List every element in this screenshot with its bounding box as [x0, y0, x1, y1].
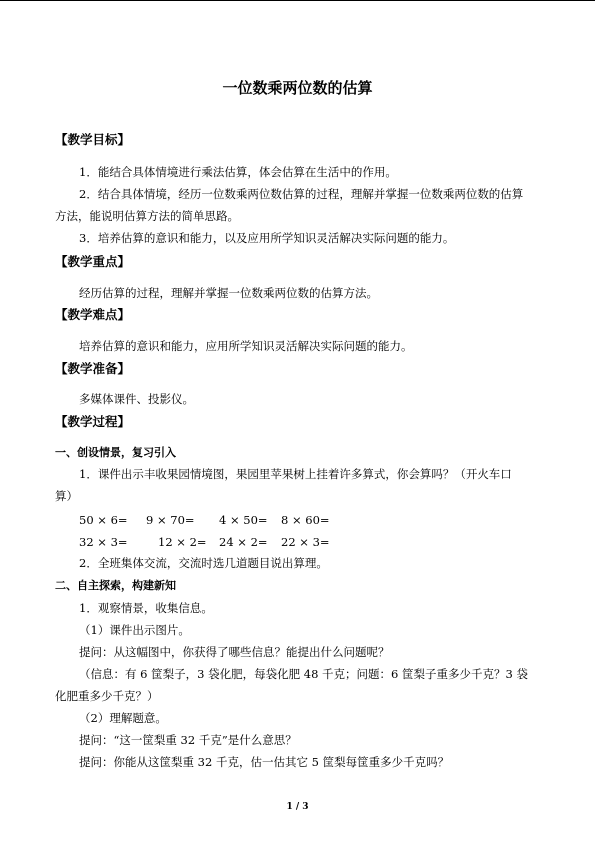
objectives-item-1: 1．能结合具体情境进行乘法估算，体会估算在生活中的作用。 — [79, 165, 397, 179]
part2-question-1: 提问：从这幅图中，你获得了哪些信息？能提出什么问题呢？ — [79, 645, 390, 659]
part2-item-3: （2）理解题意。 — [79, 711, 167, 725]
key-points-text: 经历估算的过程，理解并掌握一位数乘两位数的估算方法。 — [79, 286, 378, 300]
equation: 32 × 3= — [79, 535, 128, 549]
part1-item-2: 2．全班集体交流，交流时选几道题目说出算理。 — [79, 556, 328, 570]
difficulties-text: 培养估算的意识和能力，应用所学知识灵活解决实际问题的能力。 — [79, 339, 413, 353]
part1-item-1-line-2: 算） — [55, 489, 78, 503]
equation: 24 × 2= — [219, 535, 268, 549]
key-points-heading: 【教学重点】 — [55, 254, 131, 269]
part2-question-3: 提问：你能从这筐梨重 32 千克，估一估其它 5 筐梨每筐重多少千克吗？ — [79, 755, 450, 769]
part2-item-2: （1）课件出示图片。 — [79, 623, 190, 637]
equation: 50 × 6= — [79, 513, 128, 527]
equation: 12 × 2= — [158, 535, 207, 549]
page-title: 一位数乘两位数的估算 — [222, 79, 373, 97]
part2-info-line-1: （信息：有 6 筐梨子，3 袋化肥，每袋化肥 48 千克；问题：6 筐梨子重多少千克？3 袋 — [79, 667, 528, 681]
equation: 8 × 60= — [281, 513, 330, 527]
objectives-item-2-line-1: 2．结合具体情境，经历一位数乘两位数估算的过程，理解并掌握一位数乘两位数的估算 — [79, 187, 524, 201]
part2-heading: 二、自主探索，构建新知 — [55, 579, 176, 592]
part2-info-line-2: 化肥重多少千克？） — [55, 689, 159, 703]
equation: 4 × 50= — [219, 513, 268, 527]
equation: 22 × 3= — [281, 535, 330, 549]
part2-question-2: 提问：“这一筐梨重 32 千克”是什么意思？ — [79, 733, 297, 747]
part1-heading: 一、创设情景，复习引入 — [55, 446, 176, 459]
process-heading: 【教学过程】 — [55, 414, 131, 429]
objectives-heading: 【教学目标】 — [55, 132, 131, 147]
part1-item-1-line-1: 1．课件出示丰收果园情境图，果园里苹果树上挂着许多算式，你会算吗？（开火车口 — [79, 467, 512, 481]
part2-item-1: 1．观察情景，收集信息。 — [79, 601, 213, 615]
preparation-text: 多媒体课件、投影仪。 — [79, 392, 194, 406]
objectives-item-3: 3．培养估算的意识和能力，以及应用所学知识灵活解决实际问题的能力。 — [79, 231, 455, 245]
equation: 9 × 70= — [146, 513, 195, 527]
difficulties-heading: 【教学难点】 — [55, 307, 131, 322]
preparation-heading: 【教学准备】 — [55, 361, 131, 376]
top-rule — [0, 0, 595, 1]
objectives-item-2-line-2: 方法，能说明估算方法的简单思路。 — [55, 209, 239, 223]
page-number: 1 / 3 — [286, 802, 309, 812]
